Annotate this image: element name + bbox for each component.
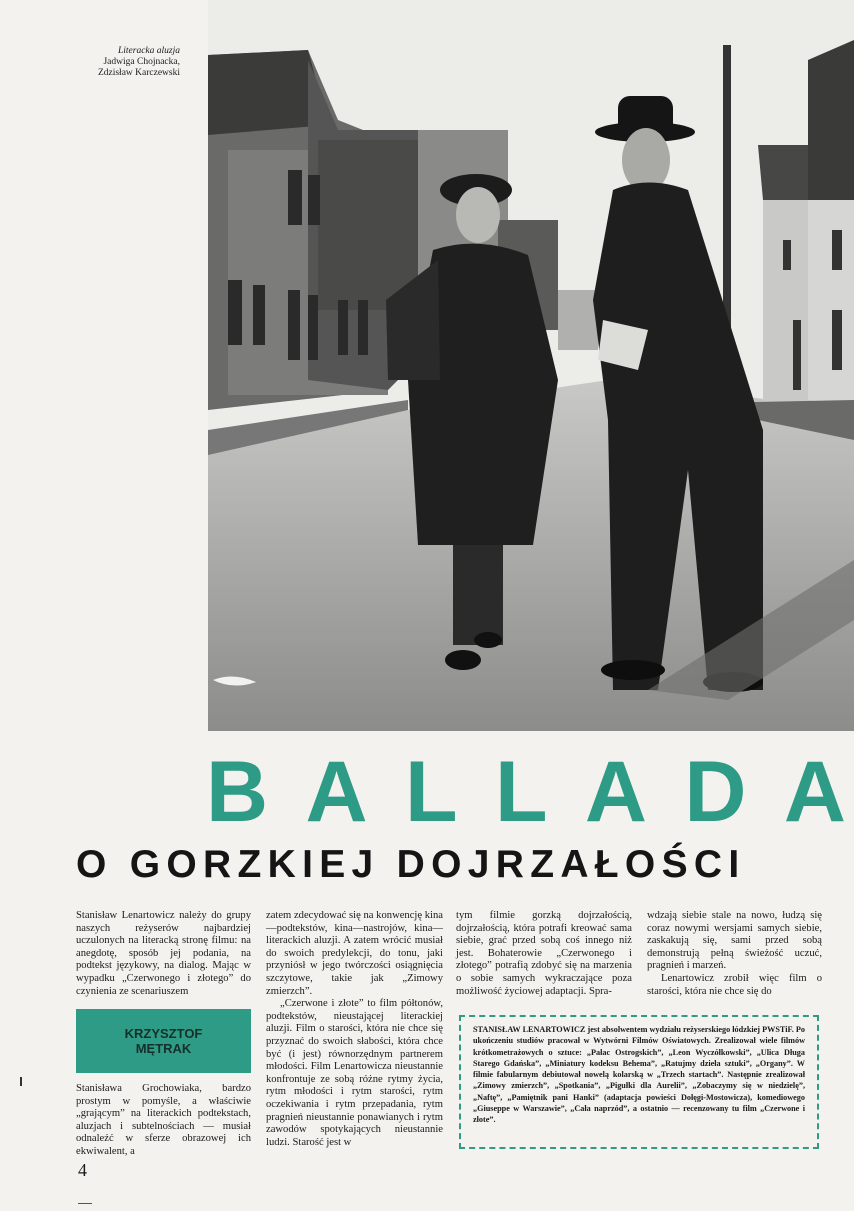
author-first-name: KRZYSZTOF [124,1026,203,1041]
crop-mark [78,1203,92,1204]
margin-mark [20,1077,22,1086]
headline-letter: A [584,744,647,840]
article-column-2 [266,910,443,1149]
headline-letter: D [684,744,747,840]
article-paragraph: „Czerwone i złote” to film półtonów, podtekstów, nieustającej literackiej aluzji. Film o starości, która nie chce się przyznać do swoich słabości, która chce być (i jest) równorzędnym partnerem młodości. Film Lenartowicza nieustannie konfrontuje ze sobą różne rytmy życia, rytm młodości i rytm starości, rytm oczekiwania i rytm przepadania, rytm pragnień nieustannie ponawianych i rytm zawodów spotykających nieustannie ludzi. Starość jest w [266,998,443,1148]
page-number: 4 [78,1160,87,1180]
headline-letter: A [783,744,846,840]
headline-letter: B [206,744,269,840]
article-paragraph: Lenartowicz zrobił więc film o starości, która nie chce się do [647,972,822,997]
author-last-name: MĘTRAK [135,1041,192,1056]
article-paragraph: Stanisław Lenartowicz należy do grupy naszych reżyserów najbardziej uczulonych na literacką stronę filmu: na anegdotę, sposób jej podania, na podtekst językowy, na dialog. Mając w wypadku „Czerwonego i złotego” do czynienia ze scenariuszem [76,910,251,997]
director-bio-box: STANISŁAW LENARTOWICZ jest absolwentem wydziału reżyserskiego łódzkiej PWSTiF. Po ukończeniu studiów pracował w Wytwórni Filmów Oświatowych. Zrealizował wiele filmów krótkometrażowych o sztuce: „Pałac Ostrogskich”, „Leon Wyczółkowski”, „Ulica Długa Starego Gdańska”, „Miniatury kodeksu Behema”, „Ratujmy dzieła sztuki”, „Organy”. W filmie fabularnym debiutował nowelą kolarską w „Trzech startach”. Następnie zrealizował „Zimowy zmierzch”, „Spotkania”, „Pigułki dla Aurelii”, „Zobaczymy się w niedzielę”, „Naftę”, „Pamiętnik pani Hanki” (adaptacja powieści Dołęgi-Mostowicza), komediowego „Giuseppe w Warszawie”, „Cała naprzód”, a ostatnio — recenzowany tu film „Czerwone i złote”. [459,1015,819,1149]
author-box [76,1009,251,1073]
headline-subtitle: O GORZKIEJ DOJRZAŁOŚCI [76,843,746,886]
street-photo-icon [208,0,854,731]
article-column-3 [456,910,632,998]
caption-line-2: Zdzisław Karczewski [97,68,180,78]
headline-letter: L [405,744,458,840]
caption-line-1: Jadwiga Chojnacka, [103,57,180,67]
headline-letter: A [305,744,368,840]
article-paragraph: Stanisława Grochowiaka, bardzo prostym w pomyśle, a właściwie „grającym” na literackich podtekstach, aluzjach i subtelnościach — musiał odnaleźć w sferze obrazowej ich ekwiwalent, a [76,1083,251,1157]
article-column-1 [76,910,251,998]
photo-caption [70,46,180,79]
caption-title: Literacka aluzja [117,46,180,56]
headline-ballada [206,744,846,840]
article-paragraph: wdzają siebie stale na nowo, łudzą się coraz nowymi wersjami samych siebie, zaskakują się, sami przed sobą demonstrują pełną świeżość uczuć, pragnień i marzeń. [647,910,822,972]
film-still-photo [208,0,854,731]
article-paragraph: tym filmie gorzką dojrzałością, dojrzałością, która potrafi kreować sama siebie, grać przed sobą coś innego niż jest. Bohaterowie „Czerwonego i złotego” potrafią zdobyć się na marzenia o sobie samych wykraczające poza możliwość życiowej adaptacji. Spra- [456,910,632,997]
article-column-1-continued [76,1083,251,1159]
article-column-4 [647,910,822,998]
headline-letter: L [494,744,548,840]
article-paragraph: zatem zdecydować się na konwencję kina—podtekstów, kina—nastrojów, kina—literackich aluzji. A zatem wrócić musiał do swoich predylekcji, do tonu, jaki przyniósł w jego twórczości osiągnięcia szczytowe, takie jak „Zimowy zmierzch”. [266,910,443,997]
